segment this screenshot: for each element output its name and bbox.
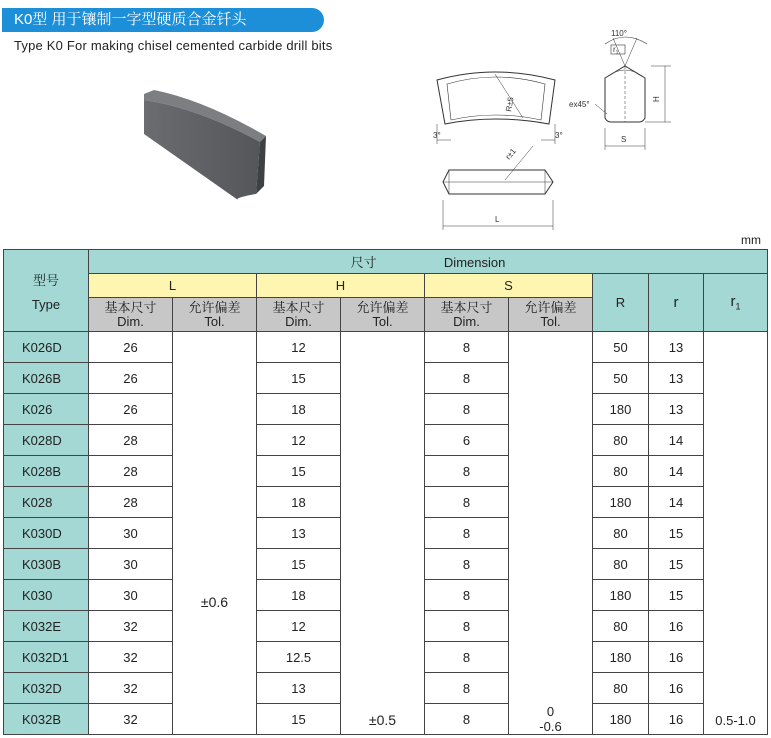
- group-s-header: S: [425, 274, 593, 298]
- row-r-small: 14: [649, 456, 704, 487]
- row-r-small: 16: [649, 611, 704, 642]
- row-r-small: 14: [649, 487, 704, 518]
- table-row: [4, 332, 768, 363]
- s-tol-en: Tol.: [540, 313, 561, 329]
- row-s-dim: 6: [425, 425, 509, 456]
- row-s-dim: 8: [425, 549, 509, 580]
- row-type: K032E: [4, 611, 89, 642]
- svg-text:r1: [613, 45, 619, 56]
- row-r: 180: [593, 394, 649, 425]
- row-s-dim: 8: [425, 518, 509, 549]
- page-title: K0型 用于镶制一字型硬质合金钎头: [2, 8, 324, 32]
- spec-table: [3, 249, 768, 735]
- l-label: L: [495, 215, 500, 224]
- row-r: 180: [593, 580, 649, 611]
- r1-cell: 0.5-1.0: [704, 332, 768, 735]
- right-angle-label: 3°: [555, 131, 563, 140]
- row-h-dim: 18: [257, 580, 341, 611]
- row-r: 50: [593, 332, 649, 363]
- s-dim-header: [425, 298, 509, 332]
- r1-header: [704, 274, 768, 332]
- row-r: 80: [593, 456, 649, 487]
- s-tol-cell: [509, 332, 593, 735]
- row-r-small: 15: [649, 549, 704, 580]
- row-l-dim: 32: [89, 704, 173, 735]
- row-h-dim: 12: [257, 425, 341, 456]
- type-header-en: Type: [31, 296, 61, 312]
- row-l-dim: 30: [89, 549, 173, 580]
- h-label: H: [652, 96, 661, 102]
- row-type: K026D: [4, 332, 89, 363]
- radius-label: R±5: [504, 96, 516, 113]
- h-dim-cn: 基本尺寸: [272, 299, 325, 315]
- row-l-dim: 26: [89, 332, 173, 363]
- row-r-small: 13: [649, 394, 704, 425]
- row-r-small: 13: [649, 332, 704, 363]
- left-angle-label: 3°: [433, 131, 441, 140]
- row-h-dim: 15: [257, 549, 341, 580]
- l-dim-cn: 基本尺寸: [104, 299, 157, 315]
- s-label: S: [621, 135, 627, 144]
- row-h-dim: 12: [257, 332, 341, 363]
- row-h-dim: 15: [257, 363, 341, 394]
- group-h-header: H: [257, 274, 425, 298]
- r1-drawing-sub: 1: [615, 50, 619, 56]
- h-tol-cell: ±0.5: [341, 332, 425, 735]
- h-tol-header: [341, 298, 425, 332]
- s-dim-cn: 基本尺寸: [440, 299, 493, 315]
- row-type: K030: [4, 580, 89, 611]
- h-tol-en: Tol.: [372, 313, 393, 329]
- s-tol-upper: 0: [546, 704, 555, 719]
- type-header-cn: 型号: [32, 272, 59, 288]
- dimension-header-en: Dimension: [443, 255, 506, 270]
- row-r-small: 16: [649, 642, 704, 673]
- chamfer-label: ex45°: [569, 100, 590, 109]
- l-dim-en: Dim.: [117, 313, 144, 329]
- row-type: K032D1: [4, 642, 89, 673]
- row-type: K026: [4, 394, 89, 425]
- row-s-dim: 8: [425, 704, 509, 735]
- s-dim-en: Dim.: [453, 313, 480, 329]
- row-s-dim: 8: [425, 332, 509, 363]
- row-h-dim: 18: [257, 487, 341, 518]
- row-l-dim: 32: [89, 642, 173, 673]
- row-h-dim: 12.5: [257, 642, 341, 673]
- row-l-dim: 30: [89, 518, 173, 549]
- row-r-small: 13: [649, 363, 704, 394]
- r-header: R: [593, 274, 649, 332]
- row-r: 80: [593, 518, 649, 549]
- row-r: 180: [593, 642, 649, 673]
- unit-label: mm: [741, 233, 761, 247]
- s-tol-cn: 允许偏差: [524, 299, 577, 315]
- l-tol-en: Tol.: [204, 313, 225, 329]
- s-tol-header: [509, 298, 593, 332]
- row-type: K028: [4, 487, 89, 518]
- product-image: [134, 86, 274, 204]
- row-s-dim: 8: [425, 611, 509, 642]
- dimension-header-cn: 尺寸: [350, 255, 377, 270]
- spec-table-body: [4, 332, 768, 735]
- row-r: 50: [593, 363, 649, 394]
- h-dim-header: [257, 298, 341, 332]
- row-r: 80: [593, 611, 649, 642]
- row-h-dim: 15: [257, 704, 341, 735]
- angle-label: 110°: [611, 29, 627, 38]
- row-r-small: 15: [649, 580, 704, 611]
- technical-drawing: [425, 20, 685, 235]
- page-subtitle: Type K0 For making chisel cemented carbide drill bits: [14, 38, 333, 53]
- row-r-small: 14: [649, 425, 704, 456]
- row-h-dim: 12: [257, 611, 341, 642]
- row-r: 80: [593, 425, 649, 456]
- r1-header-main: r: [730, 293, 736, 311]
- row-h-dim: 15: [257, 456, 341, 487]
- row-l-dim: 30: [89, 580, 173, 611]
- r1-header-sub: 1: [735, 301, 741, 312]
- row-r: 180: [593, 487, 649, 518]
- h-dim-en: Dim.: [285, 313, 312, 329]
- l-tol-cn: 允许偏差: [188, 299, 241, 315]
- type-header: [4, 250, 89, 332]
- row-l-dim: 28: [89, 425, 173, 456]
- l-tol-cell: ±0.6: [173, 332, 257, 735]
- row-h-dim: 13: [257, 673, 341, 704]
- small-radius-label: r±1: [503, 146, 518, 162]
- row-type: K032D: [4, 673, 89, 704]
- row-l-dim: 26: [89, 363, 173, 394]
- row-l-dim: 28: [89, 487, 173, 518]
- row-s-dim: 8: [425, 363, 509, 394]
- row-s-dim: 8: [425, 642, 509, 673]
- row-s-dim: 8: [425, 673, 509, 704]
- row-r-small: 16: [649, 673, 704, 704]
- row-type: K028D: [4, 425, 89, 456]
- row-r-small: 15: [649, 518, 704, 549]
- row-r: 80: [593, 673, 649, 704]
- row-type: K030B: [4, 549, 89, 580]
- s-tol-lower: -0.6: [539, 719, 562, 734]
- row-h-dim: 13: [257, 518, 341, 549]
- row-s-dim: 8: [425, 394, 509, 425]
- row-l-dim: 28: [89, 456, 173, 487]
- h-tol-cn: 允许偏差: [356, 299, 409, 315]
- row-s-dim: 8: [425, 580, 509, 611]
- row-s-dim: 8: [425, 456, 509, 487]
- l-tol-header: [173, 298, 257, 332]
- row-h-dim: 18: [257, 394, 341, 425]
- row-r: 180: [593, 704, 649, 735]
- row-l-dim: 26: [89, 394, 173, 425]
- group-l-header: L: [89, 274, 257, 298]
- row-r: 80: [593, 549, 649, 580]
- r1-drawing-label: r: [613, 45, 616, 54]
- l-dim-header: [89, 298, 173, 332]
- dimension-header: [89, 250, 768, 274]
- row-type: K030D: [4, 518, 89, 549]
- row-l-dim: 32: [89, 673, 173, 704]
- row-r-small: 16: [649, 704, 704, 735]
- r-small-header: r: [649, 274, 704, 332]
- row-l-dim: 32: [89, 611, 173, 642]
- row-type: K028B: [4, 456, 89, 487]
- row-s-dim: 8: [425, 487, 509, 518]
- row-type: K032B: [4, 704, 89, 735]
- row-type: K026B: [4, 363, 89, 394]
